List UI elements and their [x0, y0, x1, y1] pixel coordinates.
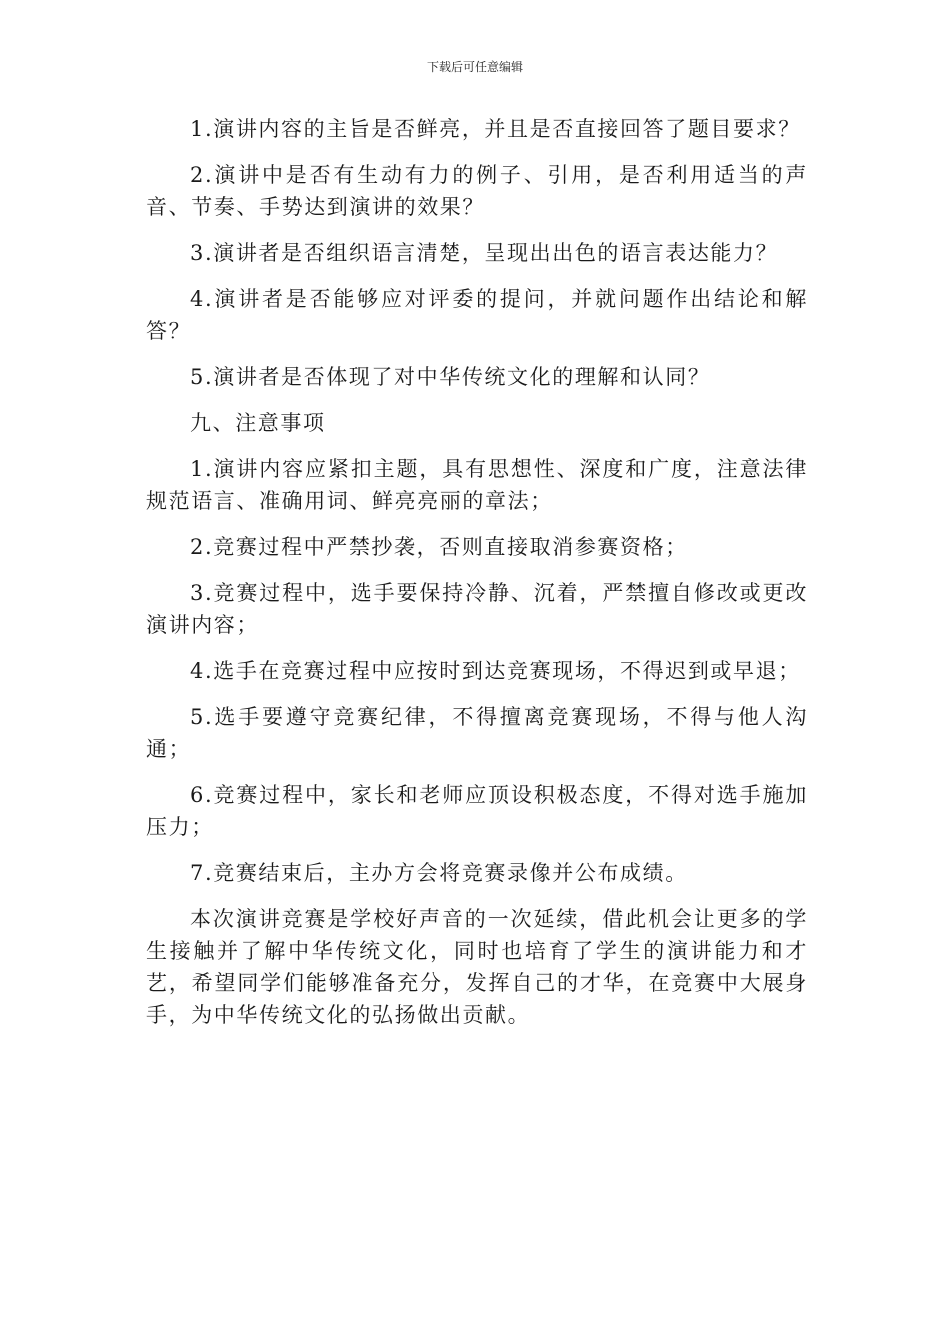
- page-header: 下载后可任意编辑: [426, 60, 523, 74]
- closing-paragraph: 本次演讲竞赛是学校好声音的一次延续，借此机会让更多的学生接触并了解中华传统文化，同时也培育了学生的演讲能力和才艺，希望同学们能够准备充分，发挥自己的才华，在竞赛中大展身手，为中华传统文化的弘扬做出贡献。: [146, 907, 808, 1027]
- section-heading: 九、注意事项: [190, 411, 326, 435]
- notice-item-4: 4.选手在竞赛过程中应按时到达竞赛现场，不得迟到或早退；: [190, 659, 801, 683]
- document-body: [146, 113, 808, 1045]
- criteria-item-3: 3.演讲者是否组织语言清楚，呈现出出色的语言表达能力？: [190, 241, 779, 265]
- criteria-item-2: 2.演讲中是否有生动有力的例子、引用，是否利用适当的声音、节奏、手势达到演讲的效果？: [146, 163, 808, 219]
- notice-item-7: 7.竞赛结束后，主办方会将竞赛录像并公布成绩。: [190, 861, 688, 885]
- notice-item-6: 6.竞赛过程中，家长和老师应顶设积极态度，不得对选手施加压力；: [146, 783, 808, 839]
- notice-item-5: 5.选手要遵守竞赛纪律，不得擅离竞赛现场，不得与他人沟通；: [146, 705, 808, 761]
- criteria-item-4: 4.演讲者是否能够应对评委的提问，并就问题作出结论和解答？: [146, 287, 808, 343]
- notice-item-3: 3.竞赛过程中，选手要保持冷静、沉着，严禁擅自修改或更改演讲内容；: [146, 581, 808, 637]
- criteria-item-1: 1.演讲内容的主旨是否鲜亮，并且是否直接回答了题目要求？: [190, 117, 801, 141]
- notice-item-2: 2.竞赛过程中严禁抄袭，否则直接取消参赛资格；: [190, 535, 688, 559]
- notice-item-1: 1.演讲内容应紧扣主题，具有思想性、深度和广度，注意法律规范语言、准确用词、鲜亮亮丽的章法；: [146, 457, 808, 513]
- criteria-item-5: 5.演讲者是否体现了对中华传统文化的理解和认同？: [190, 365, 711, 389]
